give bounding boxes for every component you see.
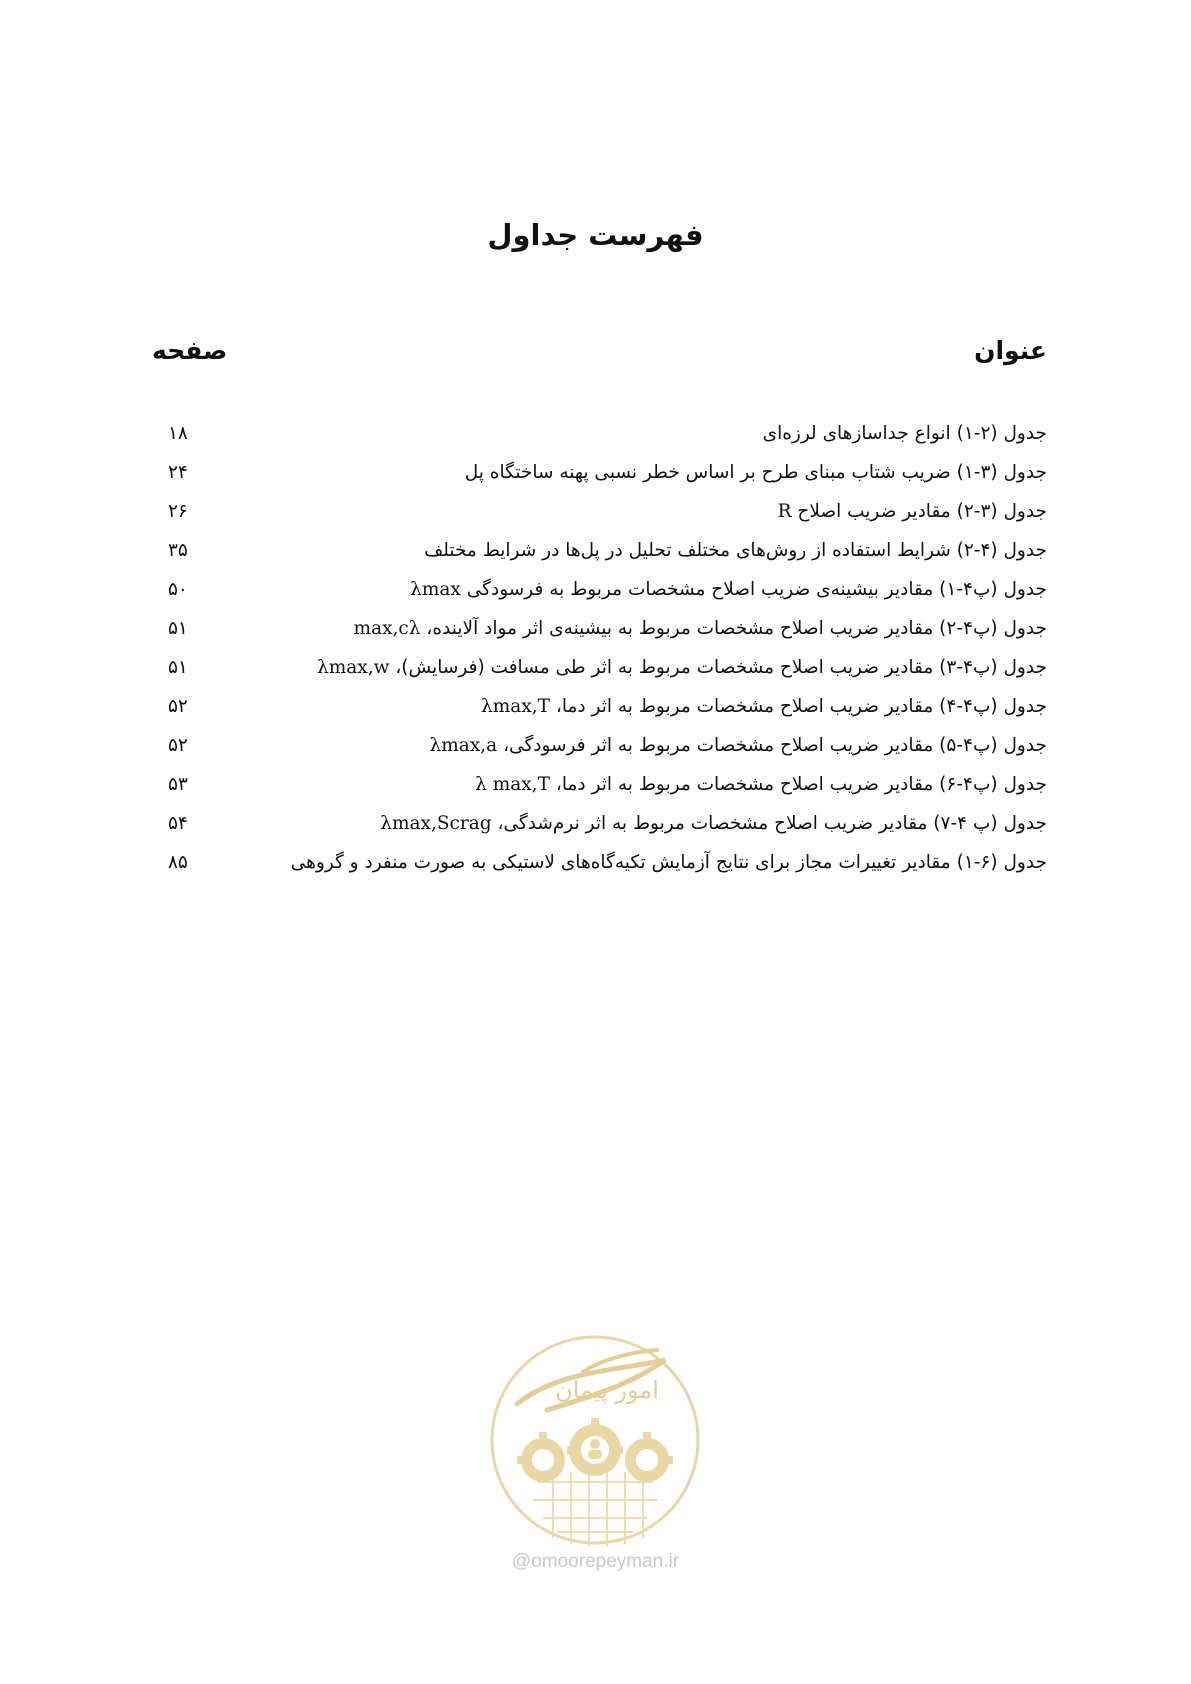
entry-symbol: max,cλ xyxy=(353,618,421,639)
toc-entry[interactable] xyxy=(152,726,1047,765)
entry-title: جدول (۳-۱) ضریب شتاب مبنای طرح بر اساس خطر نسبی پهنه ساختگاه پل xyxy=(464,462,1047,483)
entry-title: جدول (۴-۲) شرایط استفاده از روش‌های مختلف تحلیل در پل‌ها در شرایط مختلف xyxy=(424,540,1047,561)
entry-title: جدول (پ۴-۶) مقادیر ضریب اصلاح مشخصات مربوط به اثر دما، λ max,T xyxy=(475,765,1047,804)
watermark-logo-text: امور پیمان xyxy=(555,1376,659,1404)
entry-page-number: ۲۶ xyxy=(168,501,188,522)
entry-symbol: λmax xyxy=(410,579,461,600)
entry-title: جدول (۲-۱) انواع جداسازهای لرزه‌ای xyxy=(762,423,1047,444)
column-header-title: عنوان xyxy=(974,336,1047,365)
entry-title: جدول (۳-۲) مقادیر ضریب اصلاح R xyxy=(778,492,1047,531)
column-header-page: صفحه xyxy=(152,336,228,365)
entry-symbol: λ max,T xyxy=(475,774,550,795)
entry-symbol: λmax,Scrag xyxy=(380,813,492,834)
entry-page-number: ۵۱ xyxy=(168,618,188,639)
entry-page-number: ۵۲ xyxy=(168,696,188,717)
entry-title: جدول (پ۴-۵) مقادیر ضریب اصلاح مشخصات مربوط به اثر فرسودگی، λmax,a xyxy=(430,726,1047,765)
entry-page-number: ۸۵ xyxy=(168,852,188,873)
watermark-logo xyxy=(487,1332,703,1548)
entry-symbol: λmax,a xyxy=(429,735,498,756)
toc-entry[interactable] xyxy=(152,492,1047,531)
entry-page-number: ۵۲ xyxy=(168,735,188,756)
entry-title: جدول (پ۴-۲) مقادیر ضریب اصلاح مشخصات مربوط به بیشینه‌ی اثر مواد آلاینده، max,cλ xyxy=(354,609,1047,648)
watermark-url: @omoorepeyman.ir xyxy=(511,1551,680,1572)
toc-entry[interactable] xyxy=(152,414,1047,453)
entry-page-number: ۲۴ xyxy=(168,462,188,483)
toc-header xyxy=(152,336,1047,376)
entry-page-number: ۵۴ xyxy=(168,813,188,834)
toc-entry[interactable] xyxy=(152,843,1047,882)
entry-symbol: R xyxy=(777,501,792,522)
entry-page-number: ۵۰ xyxy=(168,579,188,600)
entry-title: جدول (پ ۴-۷) مقادیر ضریب اصلاح مشخصات مربوط به اثر نرم‌شدگی، λmax,Scrag xyxy=(380,804,1047,843)
table-of-tables xyxy=(152,414,1047,882)
entry-page-number: ۳۵ xyxy=(168,540,188,561)
toc-entry[interactable] xyxy=(152,531,1047,570)
toc-entry[interactable] xyxy=(152,687,1047,726)
entry-page-number: ۱۸ xyxy=(168,423,188,444)
page-title: فهرست جداول xyxy=(487,218,704,252)
entry-title: جدول (پ۴-۳) مقادیر ضریب اصلاح مشخصات مربوط به اثر طی مسافت (فرسایش)، λmax,w xyxy=(317,648,1047,687)
entry-symbol: λmax,w xyxy=(316,657,390,678)
toc-entry[interactable] xyxy=(152,570,1047,609)
entry-page-number: ۵۳ xyxy=(168,774,188,795)
entry-title: جدول (پ۴-۴) مقادیر ضریب اصلاح مشخصات مربوط به اثر دما، λmax,T xyxy=(481,687,1047,726)
entry-page-number: ۵۱ xyxy=(168,657,188,678)
toc-entry[interactable] xyxy=(152,804,1047,843)
entry-title: جدول (۶-۱) مقادیر تغییرات مجاز برای نتایج آزمایش تکیه‌گاه‌های لاستیکی به صورت منفرد و گروهی xyxy=(290,852,1047,873)
entry-title: جدول (پ۴-۱) مقادیر بیشینه‌ی ضریب اصلاح مشخصات مربوط به فرسودگی λmax xyxy=(410,570,1047,609)
toc-entry[interactable] xyxy=(152,453,1047,492)
toc-entry[interactable] xyxy=(152,765,1047,804)
entry-symbol: λmax,T xyxy=(481,696,550,717)
toc-entry[interactable] xyxy=(152,648,1047,687)
toc-entry[interactable] xyxy=(152,609,1047,648)
